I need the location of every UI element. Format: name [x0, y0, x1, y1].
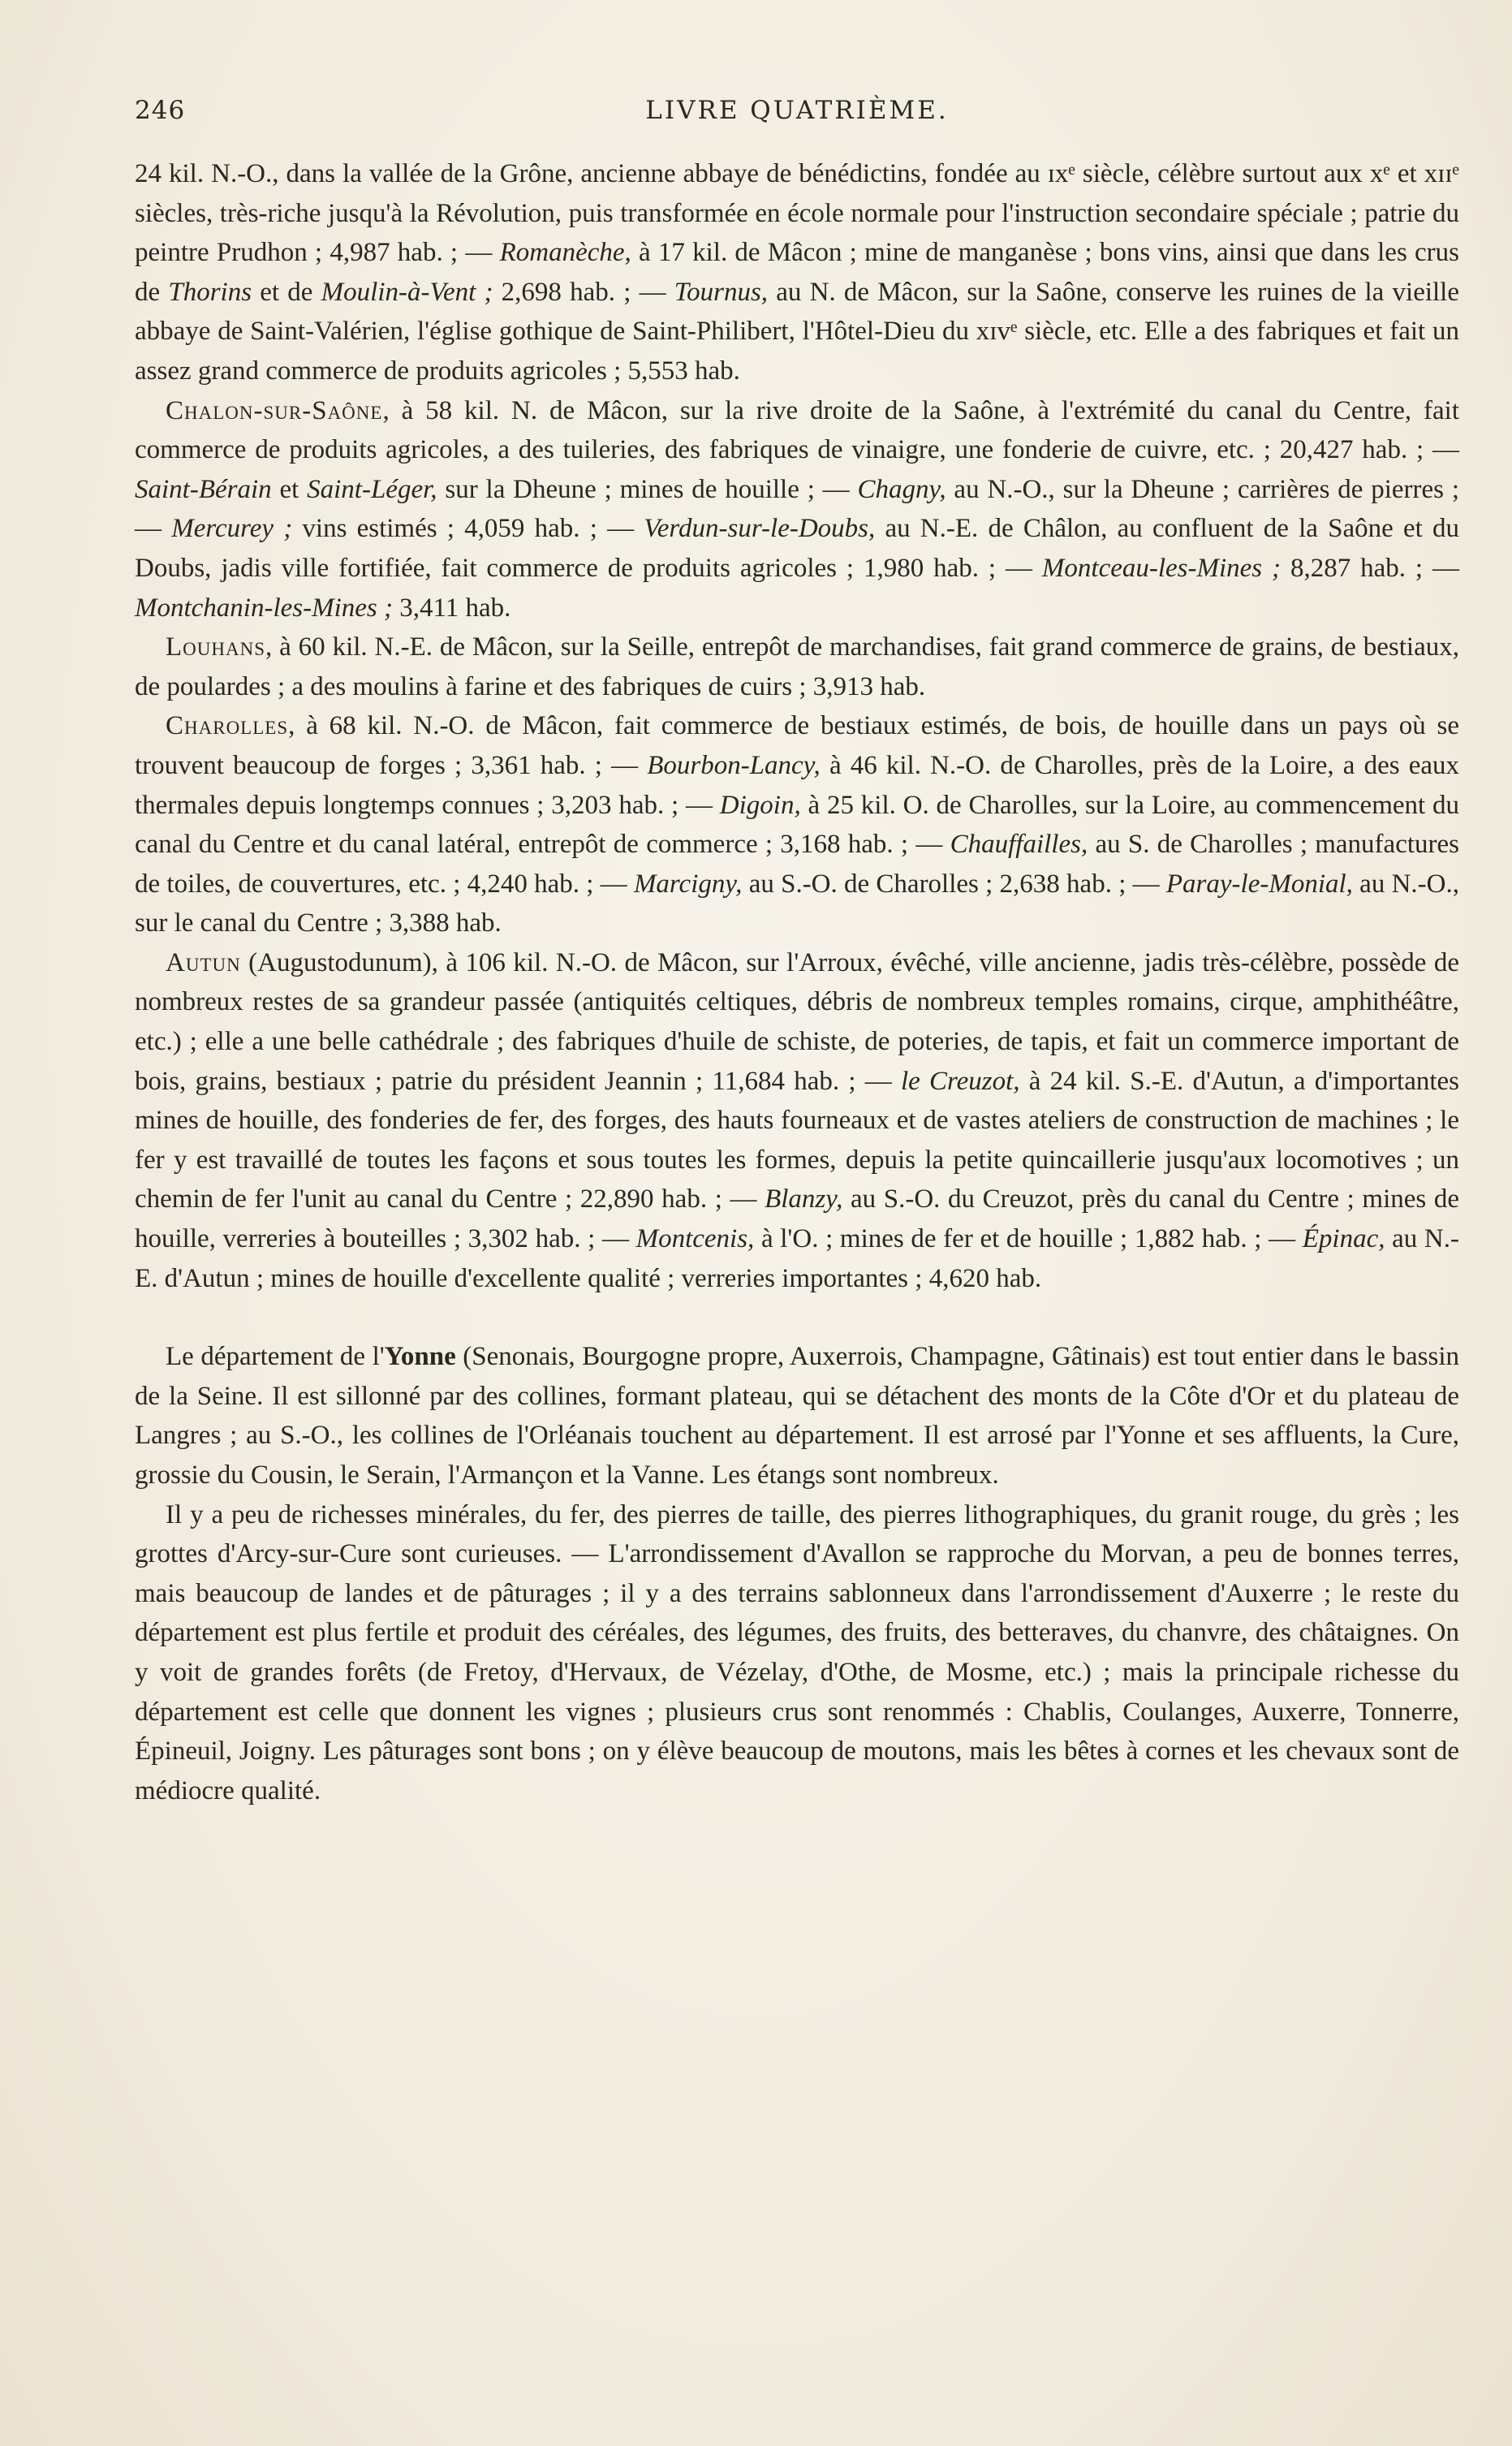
- section-gap: [135, 1298, 1459, 1337]
- page-header: [135, 96, 1459, 135]
- paragraph-yonne-resources: Il y a peu de richesses minérales, du fer, des pierres de taille, des pierres lithographiques, du granit rouge, du grès ; les grottes d'Arcy-sur-Cure sont curieuses. — L'arrondissement d'Avallon se rapproche du Morvan, a peu de bonnes terres, mais beaucoup de landes et de pâturages ; il y a des terrains sablonneux dans l'arrondissement d'Auxerre ; le reste du département est plus fertile et produit des céréales, des légumes, des fruits, des betteraves, du chanvre, des châtaignes. On y voit de grandes forêts (de Fretoy, d'Hervaux, de Vézelay, d'Othe, de Mosme, etc.) ; mais la principale richesse du département est celle que donnent les vignes ; plusieurs crus sont renommés : Chablis, Coulanges, Auxerre, Tonnerre, Épineuil, Joigny. Les pâturages sont bons ; on y élève beaucoup de moutons, mais les bêtes à cornes et les chevaux sont de médiocre qualité.: [135, 1499, 1459, 1805]
- department-name: Yonne: [384, 1342, 456, 1372]
- paragraph-autun: Autun (Augustodunum), à 106 kil. N.-O. de Mâcon, sur l'Arroux, évêché, ville ancienne, jadis très-célèbre, possède de nombreux restes de sa grandeur passée (antiquités celtiques, débris de nombreux temples romains, cirque, amphithéâtre, etc.) ; elle a une belle cathédrale ; des fabriques d'huile de schiste, de poteries, de tapis, et fait un commerce important de bois, grains, bestiaux ; patrie du président Jeannin ; 11,684 hab. ; — le Creuzot, à 24 kil. S.-E. d'Autun, a d'importantes mines de houille, des fonderies de fer, des forges, des hauts fourneaux et de vastes ateliers de construction de machines ; le fer y est travaillé de toutes les façons et sous toutes les formes, depuis la petite quincaillerie jusqu'aux locomotives ; un chemin de fer l'unit au canal du Centre ; 22,890 hab. ; — Blanzy, au S.-O. du Creuzot, près du canal du Centre ; mines de houille, verreries à bouteilles ; 3,302 hab. ; — Montcenis, à l'O. ; mines de fer et de houille ; 1,882 hab. ; — Épinac, au N.-E. d'Autun ; mines de houille d'excellente qualité ; verreries importantes ; 4,620 hab.: [135, 947, 1460, 1293]
- place-name: Charolles: [166, 711, 289, 741]
- paragraph-tournus: 24 kil. N.-O., dans la vallée de la Grône, ancienne abbaye de bénédictins, fondée au ɪxᵉ siècle, célèbre surtout aux xᵉ et xɪɪᵉ siècles, très-riche jusqu'à la Révolution, puis transformée en école normale pour l'instruction secondaire spéciale ; patrie du peintre Prudhon ; 4,987 hab. ; — Romanèche, à 17 kil. de Mâcon ; mine de manganèse ; bons vins, ainsi que dans les crus de Thorins et de Moulin-à-Vent ; 2,698 hab. ; — Tournus, au N. de Mâcon, sur la Saône, conserve les ruines de la vieille abbaye de Saint-Valérien, l'église gothique de Saint-Philibert, l'Hôtel-Dieu du xɪvᵉ siècle, etc. Elle a des fabriques et fait un assez grand commerce de produits agricoles ; 5,553 hab.: [135, 159, 1459, 386]
- paragraph-louhans: Louhans, à 60 kil. N.-E. de Mâcon, sur la Seille, entrepôt de marchandises, fait grand commerce de grains, de bestiaux, de poulardes ; a des moulins à farine et des fabriques de cuirs ; 3,913 hab.: [135, 632, 1459, 701]
- paragraph-yonne: Le département de l'Yonne (Senonais, Bourgogne propre, Auxerrois, Champagne, Gâtinais) est tout entier dans le bassin de la Seine. Il est sillonné par des collines, formant plateau, qui se détachent des monts de la Côte d'Or et du plateau de Langres ; au S.-O., les collines de l'Orléanais touchent au département. Il est arrosé par l'Yonne et ses affluents, la Cure, grossie du Cousin, le Serain, l'Armançon et la Vanne. Les étangs sont nombreux.: [135, 1342, 1459, 1490]
- place-name: Chalon-sur-Saône: [166, 395, 383, 425]
- page-number: 246: [135, 96, 186, 125]
- place-name: Autun: [166, 947, 241, 977]
- paragraph-chalon: Chalon-sur-Saône, à 58 kil. N. de Mâcon, sur la rive droite de la Saône, à l'extrémité du canal du Centre, fait commerce de produits agricoles, a des tuileries, des fabriques de vinaigre, une fonderie de cuivre, etc. ; 20,427 hab. ; — Saint-Bérain et Saint-Léger, sur la Dheune ; mines de houille ; — Chagny, au N.-O., sur la Dheune ; carrières de pierres ; — Mercurey ; vins estimés ; 4,059 hab. ; — Verdun-sur-le-Doubs, au N.-E. de Châlon, au confluent de la Saône et du Doubs, jadis ville fortifiée, fait commerce de produits agricoles ; 1,980 hab. ; — Montceau-les-Mines ; 8,287 hab. ; — Montchanin-les-Mines ; 3,411 hab.: [135, 395, 1459, 623]
- paragraph-charolles: Charolles, à 68 kil. N.-O. de Mâcon, fait commerce de bestiaux estimés, de bois, de houille dans un pays où se trouvent beaucoup de forges ; 3,361 hab. ; — Bourbon-Lancy, à 46 kil. N.-O. de Charolles, près de la Loire, a des eaux thermales depuis longtemps connues ; 3,203 hab. ; — Digoin, à 25 kil. O. de Charolles, sur la Loire, au commencement du canal du Centre et du canal latéral, entrepôt de commerce ; 3,168 hab. ; — Chauffailles, au S. de Charolles ; manufactures de toiles, de couvertures, etc. ; 4,240 hab. ; — Marcigny, au S.-O. de Charolles ; 2,638 hab. ; — Paray-le-Monial, au N.-O., sur le canal du Centre ; 3,388 hab.: [135, 711, 1460, 938]
- place-name: Louhans: [166, 632, 265, 662]
- running-title: LIVRE QUATRIÈME.: [645, 96, 949, 125]
- body-text: [135, 154, 1459, 1810]
